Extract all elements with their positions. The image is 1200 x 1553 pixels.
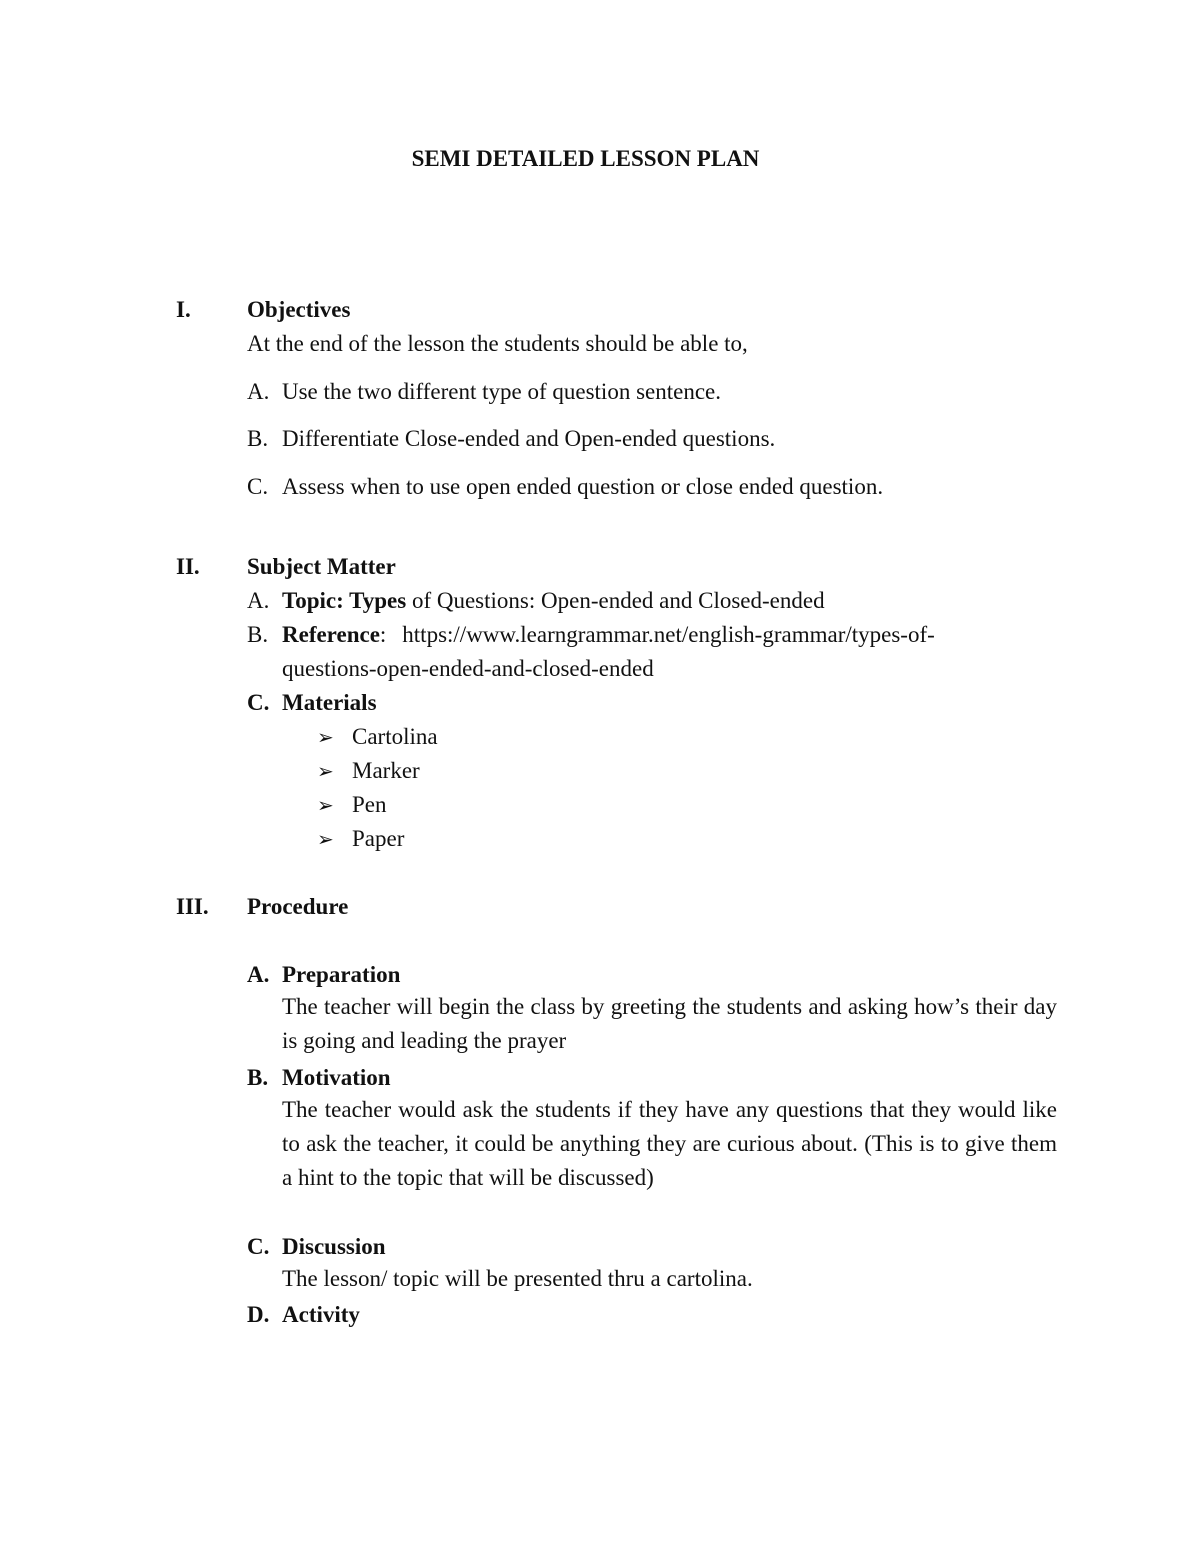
arrow-bullet-icon: ➢ <box>317 827 334 851</box>
objective-item: Assess when to use open ended question or close ended question. <box>282 474 884 499</box>
reference-label: Reference <box>282 622 380 647</box>
materials-heading: Materials <box>282 690 377 715</box>
material-item: Paper <box>352 826 405 851</box>
step-letter: A. <box>247 962 270 987</box>
arrow-bullet-icon: ➢ <box>317 725 334 749</box>
material-item: Pen <box>352 792 387 817</box>
objective-letter: A. <box>247 379 270 404</box>
section-numeral-subject-matter: II. <box>176 554 200 579</box>
material-item: Marker <box>352 758 420 783</box>
step-heading-discussion: Discussion <box>282 1234 386 1259</box>
material-item: Cartolina <box>352 724 438 749</box>
reference-url-line1: https://www.learngrammar.net/english-grammar/types-of- <box>402 622 935 647</box>
topic-letter: A. <box>247 588 270 613</box>
materials-letter: C. <box>247 690 270 715</box>
section-heading-objectives: Objectives <box>247 297 351 322</box>
step-letter: B. <box>247 1065 269 1090</box>
step-text-motivation: The teacher would ask the students if they have any questions that they would like to ask the teacher, it could be anything they are curious about. (This is to give them a hint to the topic that will be discussed) <box>282 1097 1057 1190</box>
topic-label: Topic: Types <box>282 588 407 613</box>
arrow-bullet-icon: ➢ <box>317 759 334 783</box>
step-text-discussion: The lesson/ topic will be presented thru a cartolina. <box>282 1266 753 1291</box>
topic-line <box>282 589 825 612</box>
reference-line <box>282 623 935 646</box>
section-numeral-procedure: III. <box>176 894 209 919</box>
step-heading-preparation: Preparation <box>282 962 401 987</box>
objective-item: Use the two different type of question sentence. <box>282 379 721 404</box>
step-letter: D. <box>247 1302 270 1327</box>
reference-letter: B. <box>247 622 269 647</box>
section-heading-procedure: Procedure <box>247 894 349 919</box>
step-heading-motivation: Motivation <box>282 1065 391 1090</box>
objective-letter: C. <box>247 474 269 499</box>
topic-value: of Questions: Open-ended and Closed-ended <box>406 588 825 613</box>
objectives-intro: At the end of the lesson the students should be able to, <box>247 331 748 356</box>
step-text-preparation: The teacher will begin the class by greeting the students and asking how’s their day is going and leading the prayer <box>282 994 1057 1053</box>
step-letter: C. <box>247 1234 270 1259</box>
reference-url-line2: questions-open-ended-and-closed-ended <box>282 656 654 681</box>
reference-colon: : <box>379 622 387 647</box>
objective-item: Differentiate Close-ended and Open-ended questions. <box>282 426 776 451</box>
section-numeral-objectives: I. <box>176 297 191 322</box>
page-title: SEMI DETAILED LESSON PLAN <box>411 146 760 171</box>
objective-letter: B. <box>247 426 269 451</box>
step-heading-activity: Activity <box>282 1302 360 1327</box>
arrow-bullet-icon: ➢ <box>317 793 334 817</box>
section-heading-subject-matter: Subject Matter <box>247 554 396 579</box>
